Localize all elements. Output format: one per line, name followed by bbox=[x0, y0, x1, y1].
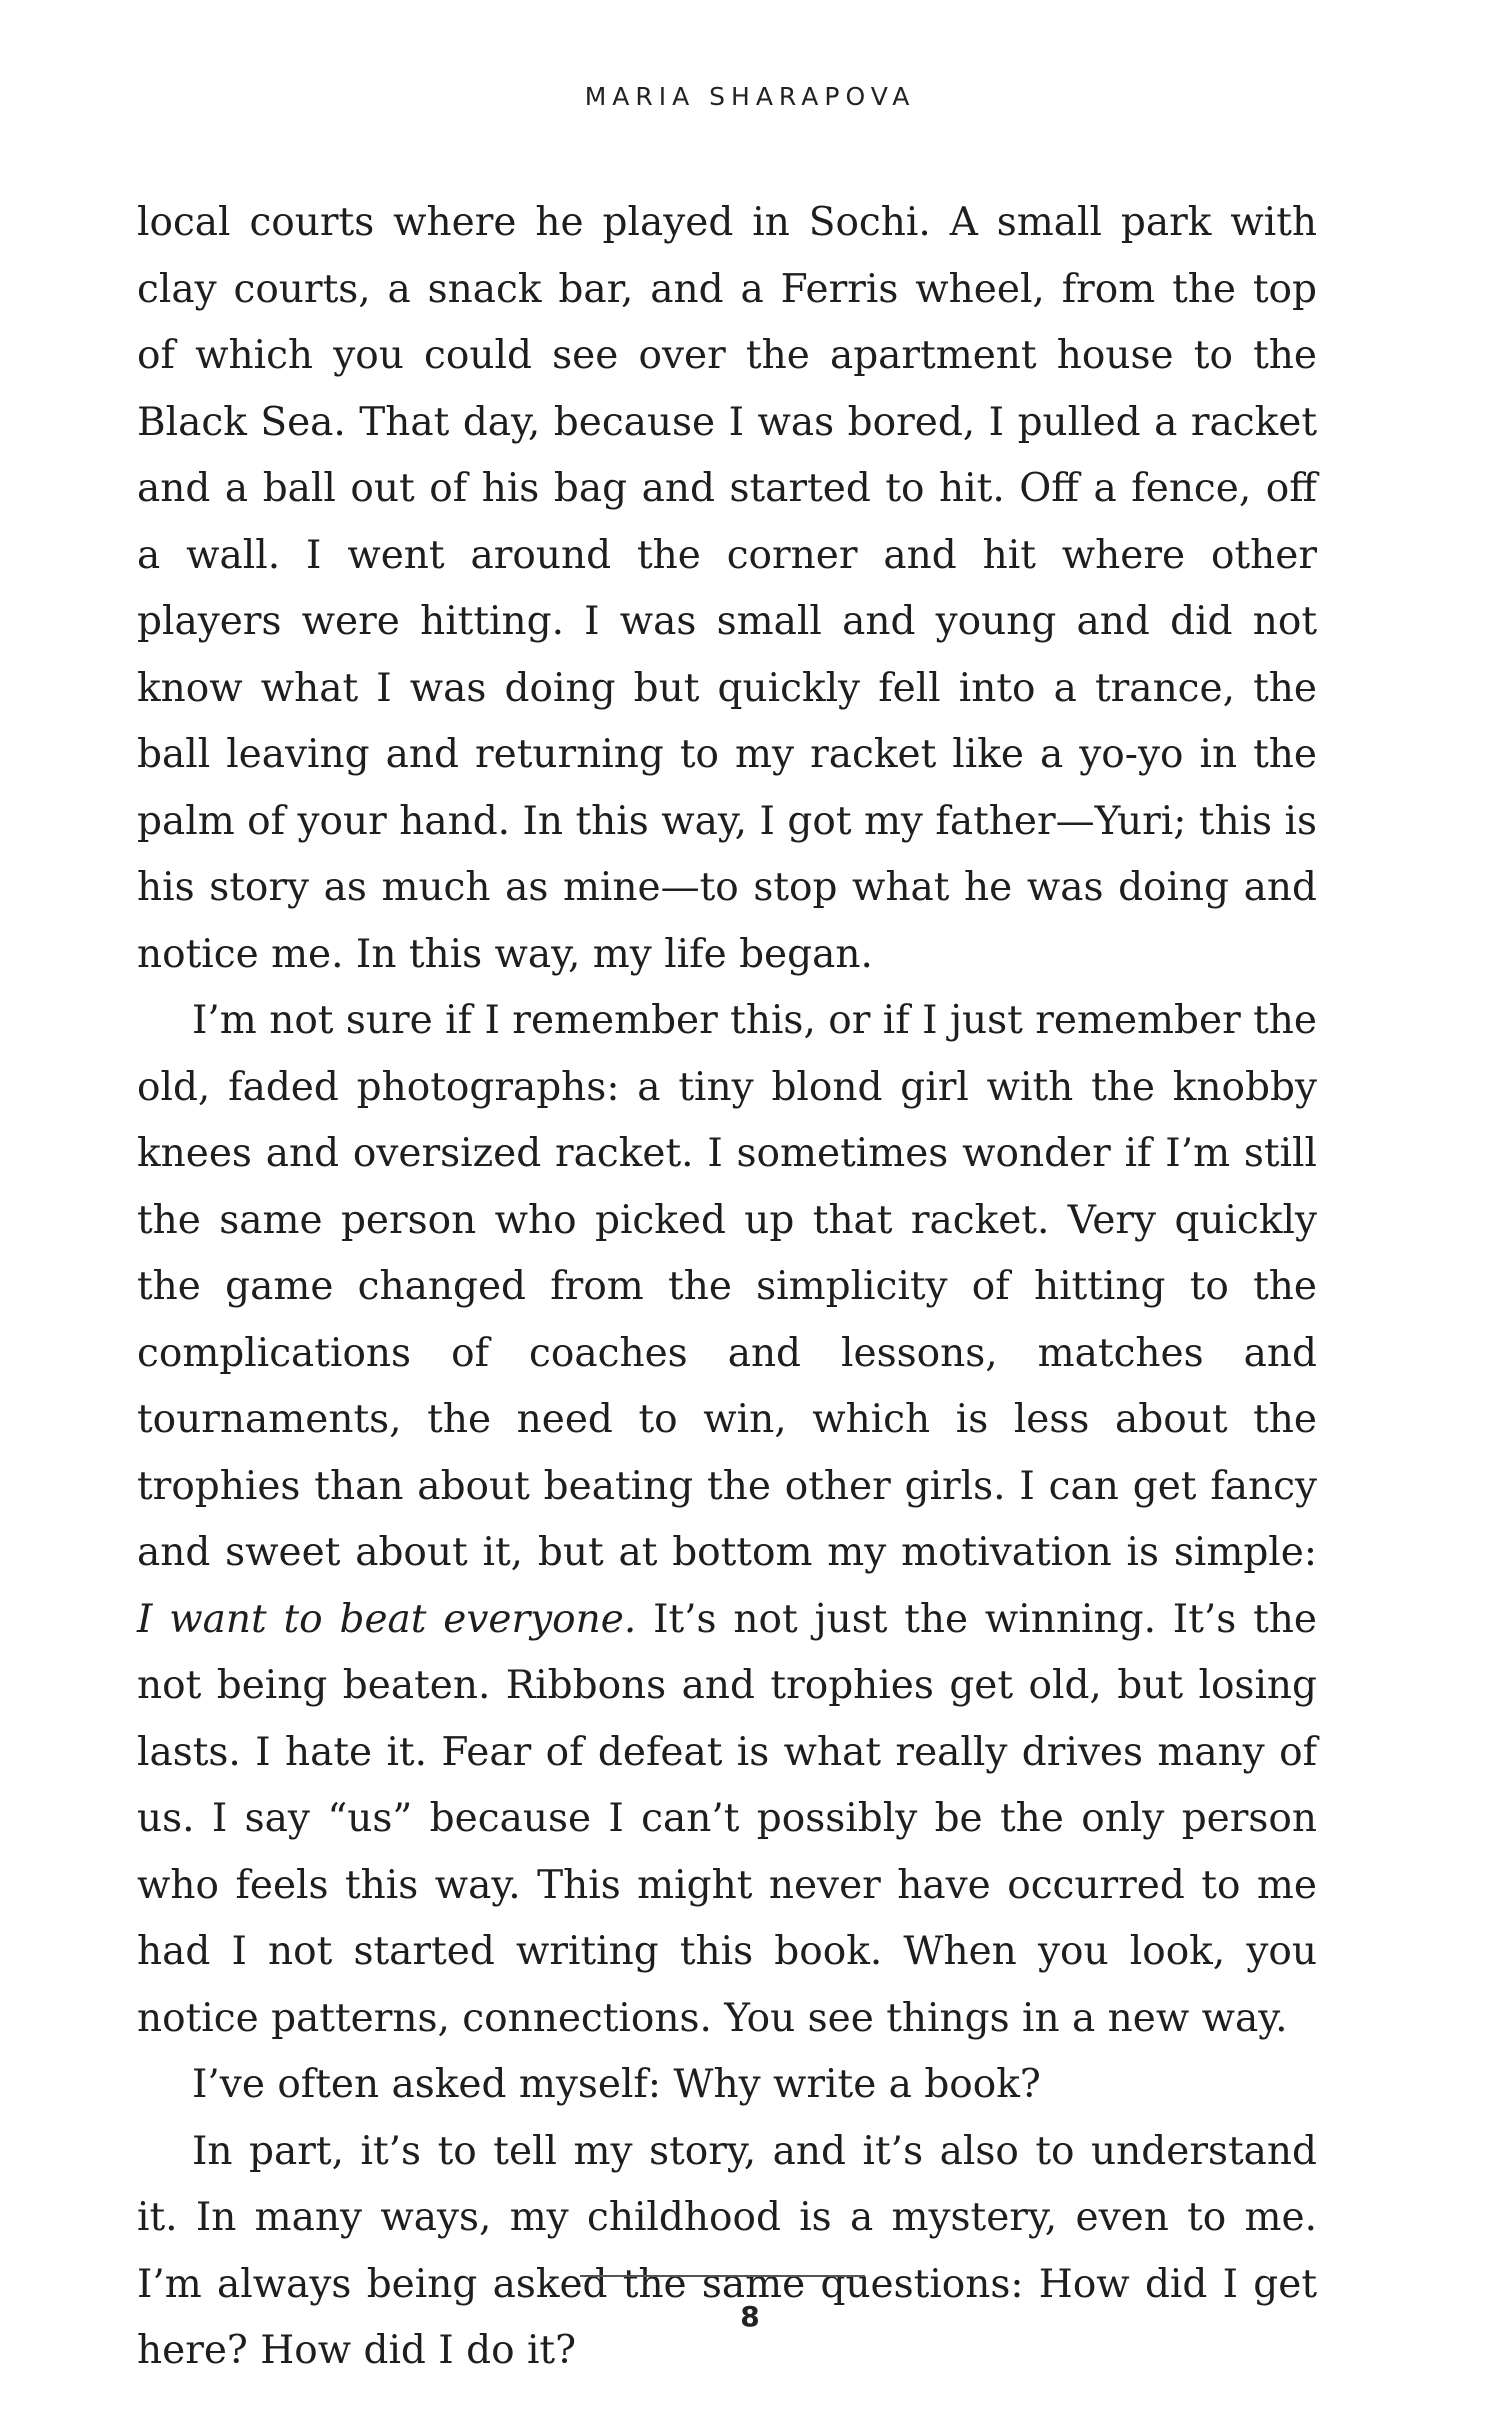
paragraph-3: I’ve often asked myself: Why write a book? bbox=[192, 2062, 1041, 2107]
body-text bbox=[137, 190, 1317, 2385]
page-number: 8 bbox=[740, 2300, 760, 2333]
running-head: MARIA SHARAPOVA bbox=[584, 82, 916, 111]
paragraph-2-text-a: I’m not sure if I remember this, or if I just remember the old, faded photographs: a tiny blond girl with the knobby knees and oversized racket. I sometimes wonder if I’m still the same person who picked up that racket. Very quickly the game changed from the simplicity of hitting to the complications of coaches and lessons, matches and tournaments, the need to win, which is less about the trophies than about beating the other girls. I can get fancy and sweet about it, but at bottom my motivation is simple: bbox=[137, 998, 1317, 1575]
paragraph-2 bbox=[137, 988, 1317, 2052]
folio-rule bbox=[580, 2275, 865, 2277]
paragraph-2-text-b: It’s not just the winning. It’s the not being beaten. Ribbons and trophies get old, but losing lasts. I hate it. Fear of defeat is what really drives many of us. I say “us” because I can’t possibly be the only person who feels this way. This might never have occurred to me had I not started writing this book. When you look, you notice patterns, connections. You see things in a new way. bbox=[137, 1596, 1317, 2041]
paragraph-2-italic: I want to beat everyone. bbox=[137, 1596, 637, 1642]
paragraph-1: local courts where he played in Sochi. A small park with clay courts, a snack bar, and a Ferris wheel, from the top of which you could see over the apartment house to the Black Sea. That day, because I was bored, I pulled a racket and a ball out of his bag and started to hit. Off a fence, off a wall. I went around the corner and hit where other players were hitting. I was small and young and did not know what I was doing but quickly fell into a trance, the ball leaving and returning to my racket like a yo-yo in the palm of your hand. In this way, I got my father—Yuri; this is his story as much as mine—to stop what he was doing and notice me. In this way, my life began. bbox=[137, 200, 1317, 977]
paragraph-4: In part, it’s to tell my story, and it’s also to understand it. In many ways, my childhood is a mystery, even to me. I’m always being asked the same questions: How did I get here? How did I do it? bbox=[137, 2128, 1317, 2373]
